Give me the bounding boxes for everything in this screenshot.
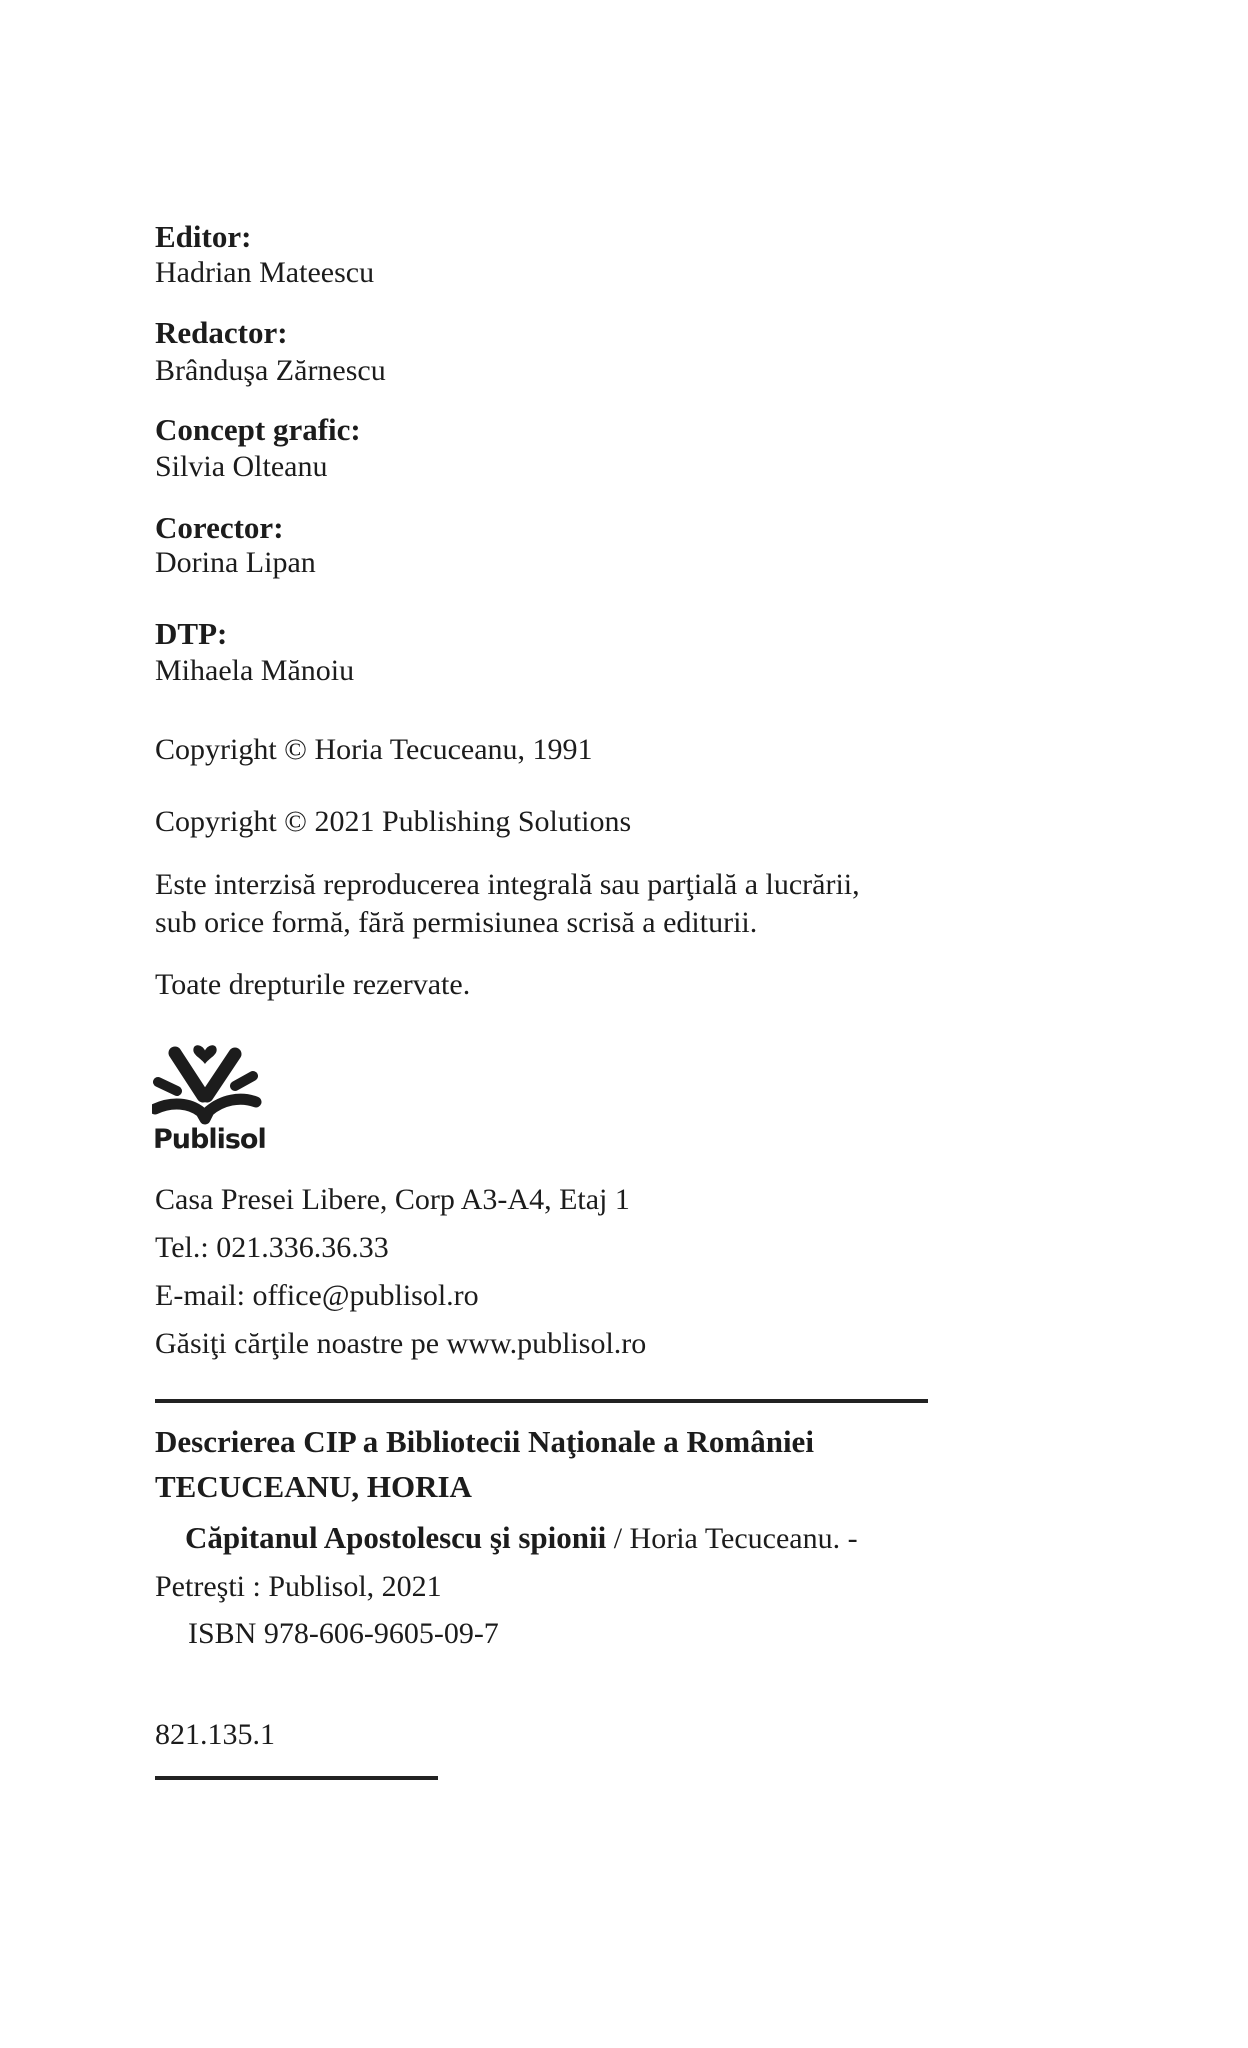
cip-author: TECUCEANU, HORIA	[155, 1469, 472, 1504]
publisol-logo-wordmark: Publisol	[153, 1124, 266, 1155]
cip-imprint: Petreşti : Publisol, 2021	[155, 1570, 442, 1603]
copyright-line-1991: Copyright © Horia Tecuceanu, 1991	[155, 733, 593, 766]
cip-heading: Descrierea CIP a Bibliotecii Naţionale a României	[155, 1424, 814, 1459]
credit-label-concept-grafic: Concept grafic:	[155, 412, 361, 447]
reproduction-notice-line-2: sub orice formă, fără permisiunea scrisă a editurii.	[155, 906, 758, 939]
copyright-line-2021: Copyright © 2021 Publishing Solutions	[155, 805, 632, 838]
credit-label-redactor: Redactor:	[155, 315, 288, 350]
publisher-phone: Tel.: 021.336.36.33	[155, 1231, 389, 1264]
credit-name-redactor: Brânduşa Zărnescu	[155, 354, 386, 387]
publisher-email: E-mail: office@publisol.ro	[155, 1279, 479, 1312]
rights-reserved-text: Toate drepturile rezervate.	[155, 968, 471, 1001]
cip-bottom-rule	[155, 1776, 438, 1780]
publisher-website-line: Găsiţi cărţile noastre pe www.publisol.ro	[155, 1327, 647, 1360]
credit-name-dtp: Mihaela Mănoiu	[155, 654, 355, 687]
cip-top-rule	[155, 1399, 928, 1403]
cip-title-bold: Căpitanul Apostolescu şi spionii	[185, 1520, 607, 1555]
publisher-address: Casa Presei Libere, Corp A3-A4, Etaj 1	[155, 1183, 630, 1216]
publisol-logo-icon	[152, 1032, 264, 1128]
cip-isbn: ISBN 978-606-9605-09-7	[188, 1617, 499, 1650]
credit-name-editor: Hadrian Mateescu	[155, 256, 375, 289]
credit-label-editor: Editor:	[155, 219, 252, 254]
credit-label-corector: Corector:	[155, 510, 284, 545]
cip-title-author: / Horia Tecuceanu. -	[606, 1522, 858, 1555]
credit-label-dtp: DTP:	[155, 616, 228, 651]
credit-name-corector: Dorina Lipan	[155, 546, 316, 579]
credit-name-concept-grafic: Silvia Olteanu	[155, 450, 328, 483]
cip-udc-number: 821.135.1	[155, 1718, 275, 1751]
reproduction-notice-line-1: Este interzisă reproducerea integrală sau parţială a lucrării,	[155, 868, 860, 901]
cip-title-line	[155, 1517, 858, 1560]
